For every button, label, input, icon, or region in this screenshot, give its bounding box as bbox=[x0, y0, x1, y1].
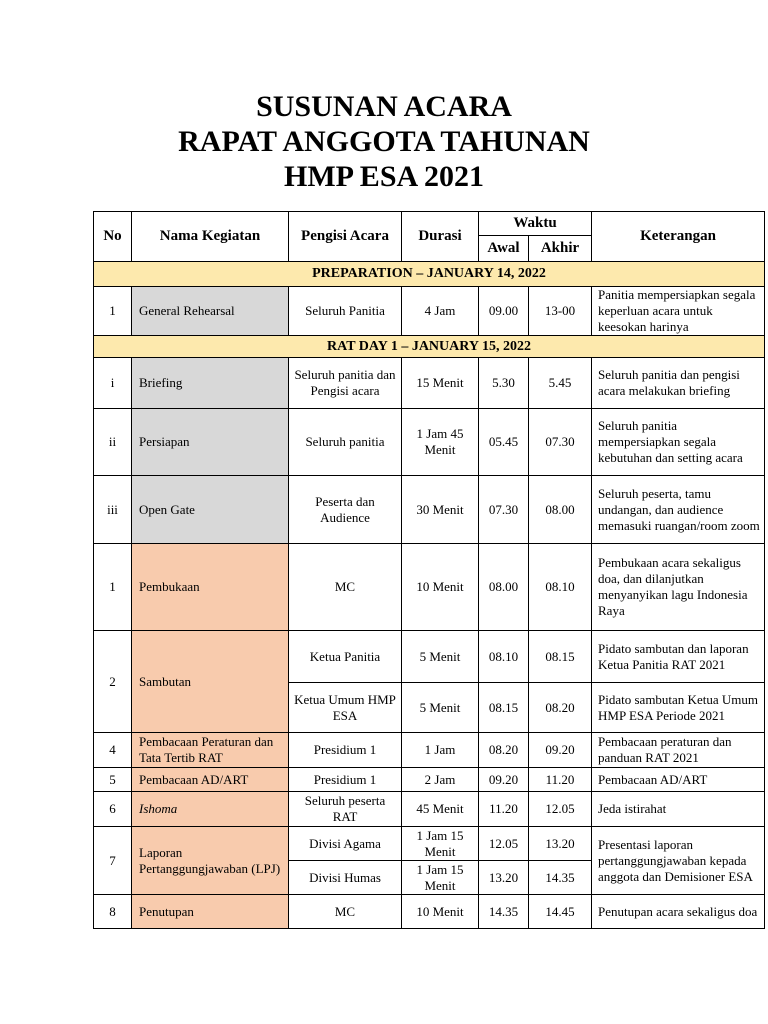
cell-akhir: 08.20 bbox=[529, 683, 592, 733]
cell-no: ii bbox=[94, 409, 132, 476]
cell-keterangan: Penutupan acara sekaligus doa bbox=[592, 895, 765, 929]
cell-no: i bbox=[94, 358, 132, 409]
cell-awal: 08.15 bbox=[479, 683, 529, 733]
cell-kegiatan: Briefing bbox=[132, 358, 289, 409]
cell-keterangan: Seluruh panitia mempersiapkan segala kebutuhan dan setting acara bbox=[592, 409, 765, 476]
cell-durasi: 1 Jam bbox=[402, 733, 479, 768]
cell-awal: 09.00 bbox=[479, 287, 529, 336]
section-preparation: PREPARATION – JANUARY 14, 2022 bbox=[94, 262, 765, 287]
table-row bbox=[94, 631, 765, 683]
cell-awal: 08.10 bbox=[479, 631, 529, 683]
document-title-line-1: SUSUNAN ACARA bbox=[256, 90, 512, 123]
cell-kegiatan: Open Gate bbox=[132, 476, 289, 544]
cell-keterangan: Pembacaan peraturan dan panduan RAT 2021 bbox=[592, 733, 765, 768]
cell-pengisi: Divisi Humas bbox=[289, 861, 402, 895]
table-row bbox=[94, 827, 765, 861]
cell-akhir: 08.15 bbox=[529, 631, 592, 683]
header-pengisi-acara: Pengisi Acara bbox=[289, 212, 402, 262]
cell-kegiatan: General Rehearsal bbox=[132, 287, 289, 336]
table-row bbox=[94, 733, 765, 768]
cell-awal: 05.45 bbox=[479, 409, 529, 476]
cell-durasi: 10 Menit bbox=[402, 895, 479, 929]
section-day-1: RAT DAY 1 – JANUARY 15, 2022 bbox=[94, 336, 765, 358]
cell-awal: 5.30 bbox=[479, 358, 529, 409]
cell-durasi: 30 Menit bbox=[402, 476, 479, 544]
cell-no: 5 bbox=[94, 768, 132, 792]
header-waktu: Waktu bbox=[479, 212, 592, 236]
section-row bbox=[94, 336, 765, 358]
cell-akhir: 13.20 bbox=[529, 827, 592, 861]
cell-durasi: 10 Menit bbox=[402, 544, 479, 631]
cell-kegiatan: Sambutan bbox=[132, 631, 289, 733]
cell-awal: 08.00 bbox=[479, 544, 529, 631]
cell-no: iii bbox=[94, 476, 132, 544]
cell-pengisi: Divisi Agama bbox=[289, 827, 402, 861]
cell-pengisi: Seluruh panitia bbox=[289, 409, 402, 476]
cell-keterangan: Pembukaan acara sekaligus doa, dan dilanjutkan menyanyikan lagu Indonesia Raya bbox=[592, 544, 765, 631]
header-no: No bbox=[94, 212, 132, 262]
table-header-row bbox=[94, 212, 765, 236]
cell-no: 6 bbox=[94, 792, 132, 827]
table-row bbox=[94, 476, 765, 544]
cell-kegiatan: Ishoma bbox=[132, 792, 289, 827]
cell-pengisi: Peserta dan Audience bbox=[289, 476, 402, 544]
cell-pengisi: Presidium 1 bbox=[289, 733, 402, 768]
cell-no: 7 bbox=[94, 827, 132, 895]
cell-durasi: 45 Menit bbox=[402, 792, 479, 827]
cell-pengisi: MC bbox=[289, 895, 402, 929]
cell-durasi: 15 Menit bbox=[402, 358, 479, 409]
table-row bbox=[94, 358, 765, 409]
schedule-table bbox=[93, 211, 765, 929]
cell-kegiatan: Pembacaan AD/ART bbox=[132, 768, 289, 792]
document-title-line-2: RAPAT ANGGOTA TAHUNAN bbox=[178, 125, 590, 158]
cell-no: 8 bbox=[94, 895, 132, 929]
cell-durasi: 1 Jam 45 Menit bbox=[402, 409, 479, 476]
cell-durasi: 1 Jam 15 Menit bbox=[402, 861, 479, 895]
cell-pengisi: Presidium 1 bbox=[289, 768, 402, 792]
cell-kegiatan: Penutupan bbox=[132, 895, 289, 929]
cell-akhir: 14.35 bbox=[529, 861, 592, 895]
cell-kegiatan: Pembacaan Peraturan dan Tata Tertib RAT bbox=[132, 733, 289, 768]
cell-keterangan: Presentasi laporan pertanggungjawaban kepada anggota dan Demisioner ESA bbox=[592, 827, 765, 895]
cell-kegiatan: Persiapan bbox=[132, 409, 289, 476]
header-akhir: Akhir bbox=[529, 236, 592, 262]
cell-akhir: 14.45 bbox=[529, 895, 592, 929]
table-row bbox=[94, 544, 765, 631]
table-row bbox=[94, 792, 765, 827]
cell-awal: 08.20 bbox=[479, 733, 529, 768]
cell-akhir: 5.45 bbox=[529, 358, 592, 409]
cell-pengisi: MC bbox=[289, 544, 402, 631]
cell-keterangan: Panitia mempersiapkan segala keperluan acara untuk keesokan harinya bbox=[592, 287, 765, 336]
cell-pengisi: Seluruh peserta RAT bbox=[289, 792, 402, 827]
table-row bbox=[94, 768, 765, 792]
cell-pengisi: Ketua Umum HMP ESA bbox=[289, 683, 402, 733]
cell-akhir: 11.20 bbox=[529, 768, 592, 792]
cell-awal: 14.35 bbox=[479, 895, 529, 929]
cell-no: 2 bbox=[94, 631, 132, 733]
table-row bbox=[94, 287, 765, 336]
cell-keterangan: Pembacaan AD/ART bbox=[592, 768, 765, 792]
cell-awal: 07.30 bbox=[479, 476, 529, 544]
cell-pengisi: Seluruh Panitia bbox=[289, 287, 402, 336]
cell-akhir: 12.05 bbox=[529, 792, 592, 827]
cell-akhir: 07.30 bbox=[529, 409, 592, 476]
cell-no: 4 bbox=[94, 733, 132, 768]
table-row bbox=[94, 409, 765, 476]
cell-no: 1 bbox=[94, 544, 132, 631]
cell-pengisi: Ketua Panitia bbox=[289, 631, 402, 683]
cell-kegiatan: Laporan Pertanggungjawaban (LPJ) bbox=[132, 827, 289, 895]
cell-pengisi: Seluruh panitia dan Pengisi acara bbox=[289, 358, 402, 409]
cell-awal: 11.20 bbox=[479, 792, 529, 827]
cell-keterangan: Pidato sambutan Ketua Umum HMP ESA Periode 2021 bbox=[592, 683, 765, 733]
header-awal: Awal bbox=[479, 236, 529, 262]
cell-awal: 09.20 bbox=[479, 768, 529, 792]
cell-keterangan: Seluruh panitia dan pengisi acara melakukan briefing bbox=[592, 358, 765, 409]
table-row bbox=[94, 895, 765, 929]
header-nama-kegiatan: Nama Kegiatan bbox=[132, 212, 289, 262]
cell-akhir: 08.10 bbox=[529, 544, 592, 631]
cell-durasi: 5 Menit bbox=[402, 683, 479, 733]
cell-durasi: 4 Jam bbox=[402, 287, 479, 336]
cell-akhir: 08.00 bbox=[529, 476, 592, 544]
cell-kegiatan: Pembukaan bbox=[132, 544, 289, 631]
cell-awal: 13.20 bbox=[479, 861, 529, 895]
section-row bbox=[94, 262, 765, 287]
header-keterangan: Keterangan bbox=[592, 212, 765, 262]
cell-durasi: 5 Menit bbox=[402, 631, 479, 683]
cell-keterangan: Jeda istirahat bbox=[592, 792, 765, 827]
cell-keterangan: Pidato sambutan dan laporan Ketua Panitia RAT 2021 bbox=[592, 631, 765, 683]
cell-keterangan: Seluruh peserta, tamu undangan, dan audience memasuki ruangan/room zoom bbox=[592, 476, 765, 544]
cell-durasi: 1 Jam 15 Menit bbox=[402, 827, 479, 861]
cell-awal: 12.05 bbox=[479, 827, 529, 861]
document-title-line-3: HMP ESA 2021 bbox=[283, 160, 485, 193]
cell-durasi: 2 Jam bbox=[402, 768, 479, 792]
cell-akhir: 09.20 bbox=[529, 733, 592, 768]
cell-no: 1 bbox=[94, 287, 132, 336]
header-durasi: Durasi bbox=[402, 212, 479, 262]
cell-akhir: 13-00 bbox=[529, 287, 592, 336]
